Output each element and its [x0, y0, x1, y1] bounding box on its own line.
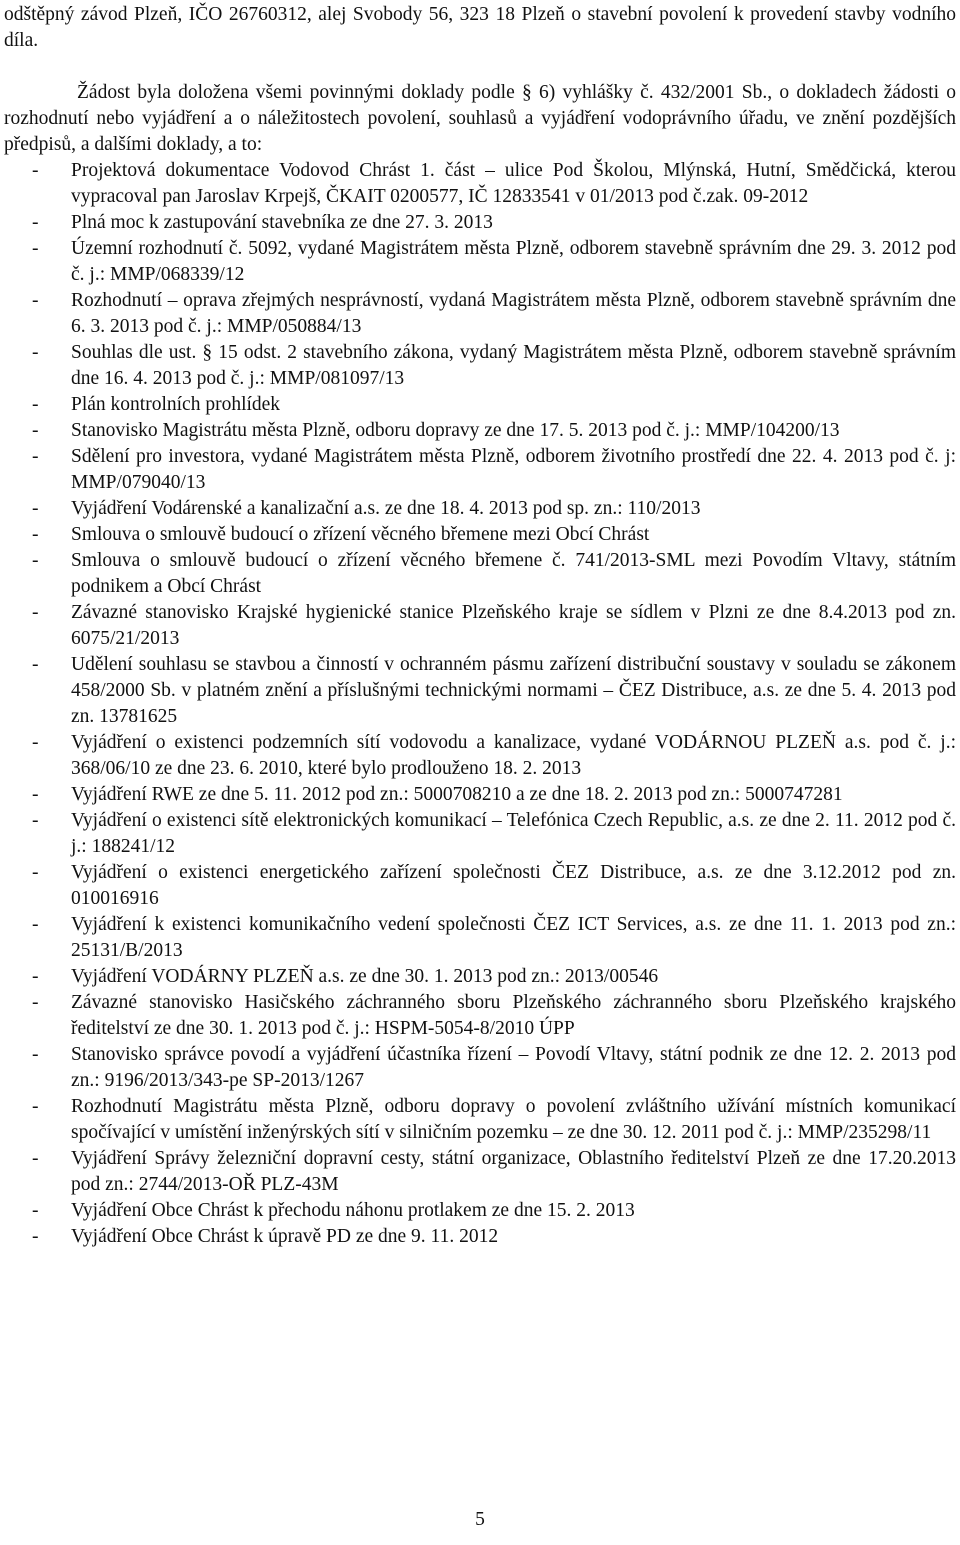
- intro-paragraph-documents: Žádost byla doložena všemi povinnými doklady podle § 6) vyhlášky č. 432/2001 Sb., o dokladech žádosti o rozhodnutí nebo vyjádření a o náležitostech povolení, souhlasů a vyjádření vodoprávního úřadu, ve znění pozdějších předpisů, a dalšími doklady, a to:: [4, 82, 956, 155]
- list-bullet: -: [32, 550, 39, 571]
- list-item: [4, 236, 956, 288]
- list-item-text: Vyjádření Obce Chrást k úpravě PD ze dne 9. 11. 2012: [71, 1226, 499, 1247]
- list-item-text: Vyjádření VODÁRNY PLZEŇ a.s. ze dne 30. 1. 2013 pod zn.: 2013/00546: [71, 966, 659, 987]
- list-bullet: -: [32, 446, 39, 467]
- list-bullet: -: [32, 810, 39, 831]
- list-item-text: Stanovisko Magistrátu města Plzně, odboru dopravy ze dne 17. 5. 2013 pod č. j.: MMP/104200/13: [71, 420, 840, 441]
- list-item: [4, 340, 956, 392]
- list-bullet: -: [32, 732, 39, 753]
- list-item: [4, 444, 956, 496]
- list-item-text: Vyjádření o existenci sítě elektronických komunikací – Telefónica Czech Republic, a.s. ze dne 2. 11. 2012 pod č. j.: 188241/12: [71, 810, 956, 857]
- list-item-text: Územní rozhodnutí č. 5092, vydané Magistrátem města Plzně, odborem stavebně správním dne 29. 3. 2012 pod č. j.: MMP/068339/12: [71, 238, 956, 285]
- list-item-text: Smlouva o smlouvě budoucí o zřízení věcného břemene mezi Obcí Chrást: [71, 524, 650, 545]
- list-item: [4, 210, 956, 236]
- list-bullet: -: [32, 1226, 39, 1247]
- list-item: [4, 1094, 956, 1146]
- list-bullet: -: [32, 862, 39, 883]
- list-bullet: -: [32, 524, 39, 545]
- list-bullet: -: [32, 1044, 39, 1065]
- list-bullet: -: [32, 602, 39, 623]
- list-item-text: Sdělení pro investora, vydané Magistrátem města Plzně, odborem životního prostředí dne 22. 4. 2013 pod č. j: MMP/079040/13: [71, 446, 956, 493]
- document-body: [4, 2, 956, 1250]
- list-item: [4, 782, 956, 808]
- list-bullet: -: [32, 992, 39, 1013]
- list-item-text: Vyjádření Obce Chrást k přechodu náhonu protlakem ze dne 15. 2. 2013: [71, 1200, 635, 1221]
- list-item: [4, 288, 956, 340]
- list-bullet: -: [32, 654, 39, 675]
- list-item-text: Vyjádření Správy železniční dopravní cesty, státní organizace, Oblastního ředitelství Plzeň ze dne 17.20.2013 pod zn.: 2744/2013-OŘ PLZ-43M: [71, 1148, 956, 1195]
- list-item-text: Stanovisko správce povodí a vyjádření účastníka řízení – Povodí Vltavy, státní podnik ze dne 12. 2. 2013 pod zn.: 9196/2013/343-pe SP-2013/1267: [71, 1044, 956, 1091]
- list-item-text: Souhlas dle ust. § 15 odst. 2 stavebního zákona, vydaný Magistrátem města Plzně, odborem stavebně správním dne 16. 4. 2013 pod č. j.: MMP/081097/13: [71, 342, 956, 389]
- page-number: 5: [475, 1509, 485, 1530]
- list-item-text: Udělení souhlasu se stavbou a činností v ochranném pásmu zařízení distribuční soustavy v souladu se zákonem 458/2000 Sb. v platném znění a příslušnými technickými normami – ČEZ Distribuce, a.s. ze dne 5. 4. 2013 pod zn. 13781625: [71, 654, 956, 727]
- list-bullet: -: [32, 1200, 39, 1221]
- list-item: [4, 1224, 956, 1250]
- list-item-text: Vyjádření o existenci podzemních sítí vodovodu a kanalizace, vydané VODÁRNOU PLZEŇ a.s. pod č. j.: 368/06/10 ze dne 23. 6. 2010, které bylo prodlouženo 18. 2. 2013: [71, 732, 956, 779]
- list-bullet: -: [32, 394, 39, 415]
- list-item-text: Plná moc k zastupování stavebníka ze dne 27. 3. 2013: [71, 212, 493, 233]
- list-item: [4, 158, 956, 210]
- document-list: [4, 158, 956, 1250]
- list-item: [4, 522, 956, 548]
- list-item: [4, 652, 956, 730]
- list-bullet: -: [32, 238, 39, 259]
- list-item: [4, 912, 956, 964]
- list-item: [4, 964, 956, 990]
- list-bullet: -: [32, 342, 39, 363]
- list-item-text: Rozhodnutí Magistrátu města Plzně, odboru dopravy o povolení zvláštního užívání místních komunikací spočívající v umístění inženýrských sítí v silničním pozemku – ze dne 30. 12. 2011 pod č. j.: MMP/235298/11: [71, 1096, 956, 1143]
- list-item: [4, 990, 956, 1042]
- list-item: [4, 860, 956, 912]
- list-item: [4, 1198, 956, 1224]
- list-item: [4, 730, 956, 782]
- list-item: [4, 496, 956, 522]
- list-item-text: Vyjádření o existenci energetického zařízení společnosti ČEZ Distribuce, a.s. ze dne 3.12.2012 pod zn. 010016916: [71, 862, 956, 909]
- list-item-text: Smlouva o smlouvě budoucí o zřízení věcného břemene č. 741/2013-SML mezi Povodím Vltavy, státním podnikem a Obcí Chrást: [71, 550, 956, 597]
- list-item-text: Vyjádření RWE ze dne 5. 11. 2012 pod zn.: 5000708210 a ze dne 18. 2. 2013 pod zn.: 5000747281: [71, 784, 843, 805]
- list-item: [4, 600, 956, 652]
- intro-paragraph-applicant: odštěpný závod Plzeň, IČO 26760312, alej Svobody 56, 323 18 Plzeň o stavební povolení k provedení stavby vodního díla.: [4, 4, 956, 51]
- list-item: [4, 1042, 956, 1094]
- list-bullet: -: [32, 966, 39, 987]
- list-bullet: -: [32, 498, 39, 519]
- list-bullet: -: [32, 914, 39, 935]
- list-bullet: -: [32, 290, 39, 311]
- list-bullet: -: [32, 160, 39, 181]
- list-item-text: Rozhodnutí – oprava zřejmých nesprávností, vydaná Magistrátem města Plzně, odborem stavebně správním dne 6. 3. 2013 pod č. j.: MMP/050884/13: [71, 290, 956, 337]
- list-bullet: -: [32, 1096, 39, 1117]
- list-bullet: -: [32, 784, 39, 805]
- list-item-text: Projektová dokumentace Vodovod Chrást 1. část – ulice Pod Školou, Mlýnská, Hutní, Smědčická, kterou vypracoval pan Jaroslav Krpejš, ČKAIT 0200577, IČ 12833541 v 01/2013 pod č.zak. 09-2012: [71, 160, 956, 207]
- list-bullet: -: [32, 1148, 39, 1169]
- list-item-text: Závazné stanovisko Krajské hygienické stanice Plzeňského kraje se sídlem v Plzni ze dne 8.4.2013 pod zn. 6075/21/2013: [71, 602, 956, 649]
- list-bullet: -: [32, 212, 39, 233]
- list-item-text: Vyjádření Vodárenské a kanalizační a.s. ze dne 18. 4. 2013 pod sp. zn.: 110/2013: [71, 498, 701, 519]
- list-item: [4, 418, 956, 444]
- list-item: [4, 808, 956, 860]
- list-item: [4, 548, 956, 600]
- list-item-text: Závazné stanovisko Hasičského záchranného sboru Plzeňského záchranného sboru Plzeňského krajského ředitelství ze dne 30. 1. 2013 pod č. j.: HSPM-5054-8/2010 ÚPP: [71, 992, 956, 1039]
- list-item-text: Vyjádření k existenci komunikačního vedení společnosti ČEZ ICT Services, a.s. ze dne 11. 1. 2013 pod zn.: 25131/B/2013: [71, 914, 956, 961]
- list-item-text: Plán kontrolních prohlídek: [71, 394, 281, 415]
- list-item: [4, 392, 956, 418]
- list-item: [4, 1146, 956, 1198]
- list-bullet: -: [32, 420, 39, 441]
